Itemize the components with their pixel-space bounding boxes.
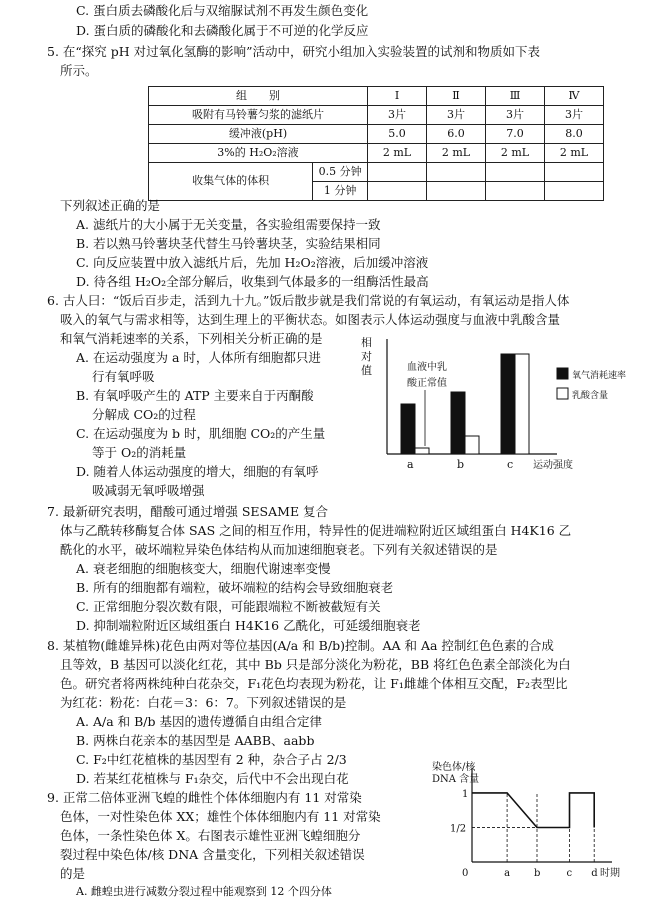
- q8-stem-2: 且等效，B 基因可以淡化红花，其中 Bb 只是部分淡化为粉花，BB 将红色色素全部淡化为白: [60, 657, 571, 672]
- y-tick-half: 1/2: [450, 823, 467, 835]
- group-2: Ⅱ: [427, 87, 486, 106]
- x-tick-b: b: [534, 868, 541, 879]
- cell: 3片: [368, 106, 427, 125]
- bar-c-oxygen: [501, 354, 515, 454]
- q9-option-a: A. 雌蝗虫进行减数分裂过程中能观察到 12 个四分体: [76, 885, 332, 898]
- cell: 5.0: [368, 125, 427, 144]
- cell: 2 mL: [486, 144, 545, 163]
- q6-stem-2: 吸入的氧气与需求相等，达到生理上的平衡状态。如图表示人体运动强度与血液中乳酸含量: [60, 312, 561, 327]
- q9-stem-5: 的是: [60, 866, 86, 881]
- bar-c-lactate: [515, 354, 529, 454]
- q6-option-a-2: 行有氧呼吸: [92, 369, 155, 384]
- bar-b-lactate: [465, 436, 479, 454]
- y-axis-label: 值: [361, 364, 372, 377]
- row-label: 缓冲液(pH): [149, 125, 368, 144]
- x-tick-label: b: [457, 458, 465, 471]
- q6-stem-1: 6. 古人曰：“饭后百步走，活到九十九。”饭后散步就是我们常说的有氧运动，有氧运动是指人体: [47, 293, 570, 308]
- y-axis-label-1: 染色体/核: [432, 762, 476, 773]
- time-label: 1 分钟: [313, 182, 368, 201]
- group-3: Ⅲ: [486, 87, 545, 106]
- cell: [545, 163, 604, 182]
- option-c-prev: C. 蛋白质去磷酸化后与双缩脲试剂不再发生颜色变化: [76, 3, 369, 18]
- cell: [368, 182, 427, 201]
- ratio-curve: [472, 793, 594, 828]
- q8-stem-4: 为红花：粉花：白花＝3：6：7。下列叙述错误的是: [60, 695, 347, 710]
- cell: [545, 182, 604, 201]
- group-4: Ⅳ: [545, 87, 604, 106]
- q7-stem-2: 体与乙酰转移酶复合体 SAS 之间的相互作用，特异性的促进端粒附近区域组蛋白 H4K16 乙: [60, 523, 572, 538]
- x-tick-c: c: [566, 868, 573, 879]
- q5-ask: 下列叙述正确的是: [60, 198, 161, 213]
- option-d-prev: D. 蛋白质的磷酸化和去磷酸化属于不可逆的化学反应: [76, 23, 369, 38]
- bar-a-lactate: [415, 448, 429, 454]
- q8-option-d: D. 若某红花植株与 F₁杂交，后代中不会出现白花: [76, 771, 349, 786]
- table-row: [149, 163, 604, 182]
- q5-stem-1: 5. 在“探究 pH 对过氧化氢酶的影响”活动中，研究小组加入实验装置的试剂和物质如下表: [47, 44, 541, 59]
- table-header-label: 组 别: [149, 87, 368, 106]
- q7-option-a: A. 衰老细胞的细胞核变大，细胞代谢速率变慢: [76, 561, 331, 576]
- x-tick-label: c: [507, 458, 514, 471]
- x-tick-a: a: [504, 868, 511, 879]
- cell: 8.0: [545, 125, 604, 144]
- y-tick-1: 1: [462, 788, 469, 800]
- q8-stem-3: 色。研究者将两株纯种白花杂交，F₁花色均表现为粉花，让 F₁雌雄个体相互交配，F₂表型比: [60, 676, 568, 691]
- cell: 7.0: [486, 125, 545, 144]
- table-row: [149, 87, 604, 106]
- cell: [486, 182, 545, 201]
- q6-bar-chart: [355, 332, 627, 482]
- q9-line-chart: [432, 758, 632, 888]
- cell: [486, 163, 545, 182]
- annotation-line-2: 酸正常值: [407, 378, 447, 389]
- q7-stem-1: 7. 最新研究表明，醋酸可通过增强 SESAME 复合: [47, 504, 329, 519]
- q6-option-c-2: 等于 O₂的消耗量: [92, 445, 187, 460]
- q9-stem-1: 9. 正常二倍体亚洲飞蝗的雌性个体体细胞内有 11 对常染: [47, 790, 362, 805]
- legend-swatch-oxygen: [557, 368, 568, 379]
- y-axis-label: 相: [361, 336, 372, 349]
- q6-option-c-1: C. 在运动强度为 b 时，肌细胞 CO₂的产生量: [76, 426, 326, 441]
- q6-option-d-2: 吸减弱无氧呼吸增强: [92, 483, 205, 498]
- q9-stem-3: 色体，一条性染色体 X。右图表示雄性亚洲飞蝗细胞分: [60, 828, 361, 843]
- q7-option-b: B. 所有的细胞都有端粒，破坏端粒的结构会导致细胞衰老: [76, 580, 394, 595]
- group-1: Ⅰ: [368, 87, 427, 106]
- q8-option-c: C. F₂中红花植株的基因型有 2 种，杂合子占 2/3: [76, 752, 347, 767]
- cell: [368, 163, 427, 182]
- q6-stem-3: 和氧气消耗速率的关系，下列相关分析正确的是: [60, 331, 323, 346]
- bar-b-oxygen: [451, 392, 465, 454]
- legend-label-lactate: 乳酸含量: [572, 391, 609, 401]
- time-label: 0.5 分钟: [313, 163, 368, 182]
- legend-label-oxygen: 氧气消耗速率: [572, 371, 627, 381]
- q5-option-d: D. 待各组 H₂O₂全部分解后，收集到气体最多的一组酶活性最高: [76, 274, 429, 289]
- q6-option-d-1: D. 随着人体运动强度的增大，细胞的有氧呼: [76, 464, 319, 479]
- x-axis-label: 运动强度: [533, 460, 573, 471]
- q6-option-b-2: 分解成 CO₂的过程: [92, 407, 196, 422]
- q5-option-b: B. 若以熟马铃薯块茎代替生马铃薯块茎，实验结果相同: [76, 236, 381, 251]
- table-row: [149, 125, 604, 144]
- cell: 3片: [427, 106, 486, 125]
- bar-a-oxygen: [401, 404, 415, 454]
- y-axis-label-2: DNA 含量: [432, 774, 480, 785]
- row-label: 3%的 H₂O₂溶液: [149, 144, 368, 163]
- row-label: 收集气体的体积: [149, 163, 313, 201]
- q9-stem-4: 裂过程中染色体/核 DNA 含量变化，下列相关叙述错误: [60, 847, 365, 862]
- cell: 2 mL: [545, 144, 604, 163]
- x-axis-label: 时期: [600, 868, 620, 879]
- cell: [427, 163, 486, 182]
- q5-option-c: C. 向反应装置中放入滤纸片后，先加 H₂O₂溶液，后加缓冲溶液: [76, 255, 429, 270]
- q6-option-a-1: A. 在运动强度为 a 时，人体所有细胞都只进: [76, 350, 321, 365]
- q8-option-a: A. A/a 和 B/b 基因的遗传遵循自由组合定律: [76, 714, 322, 729]
- annotation-line-1: 血液中乳: [407, 362, 447, 373]
- cell: [427, 182, 486, 201]
- x-tick-d: d: [591, 868, 598, 879]
- table-row: [149, 144, 604, 163]
- q5-stem-2: 所示。: [60, 63, 98, 78]
- q5-option-a: A. 滤纸片的大小属于无关变量，各实验组需要保持一致: [76, 217, 381, 232]
- cell: 3片: [486, 106, 545, 125]
- q9-stem-2: 色体，一对性染色体 XX；雄性个体体细胞内有 11 对常染: [60, 809, 381, 824]
- q5-table: [148, 86, 604, 201]
- table-row: [149, 106, 604, 125]
- cell: 6.0: [427, 125, 486, 144]
- q7-option-c: C. 正常细胞分裂次数有限，可能跟端粒不断被截短有关: [76, 599, 381, 614]
- row-label: 吸附有马铃薯匀浆的滤纸片: [149, 106, 368, 125]
- cell: 2 mL: [368, 144, 427, 163]
- legend-swatch-lactate: [557, 388, 568, 399]
- cell: 3片: [545, 106, 604, 125]
- cell: 2 mL: [427, 144, 486, 163]
- y-tick-0: 0: [462, 868, 469, 879]
- y-axis-label: 对: [361, 350, 372, 363]
- x-tick-label: a: [407, 458, 414, 471]
- q8-option-b: B. 两株白花亲本的基因型是 AABB、aabb: [76, 733, 315, 748]
- q6-option-b-1: B. 有氧呼吸产生的 ATP 主要来自于丙酮酸: [76, 388, 314, 403]
- q7-option-d: D. 抑制端粒附近区域组蛋白 H4K16 乙酰化，可延缓细胞衰老: [76, 618, 421, 633]
- q8-stem-1: 8. 某植物(雌雄异株)花色由两对等位基因(A/a 和 B/b)控制。AA 和 Aa 控制红色色素的合成: [47, 638, 554, 653]
- q7-stem-3: 酰化的水平，破坏端粒异染色体结构从而加速细胞衰老。下列有关叙述错误的是: [60, 542, 498, 557]
